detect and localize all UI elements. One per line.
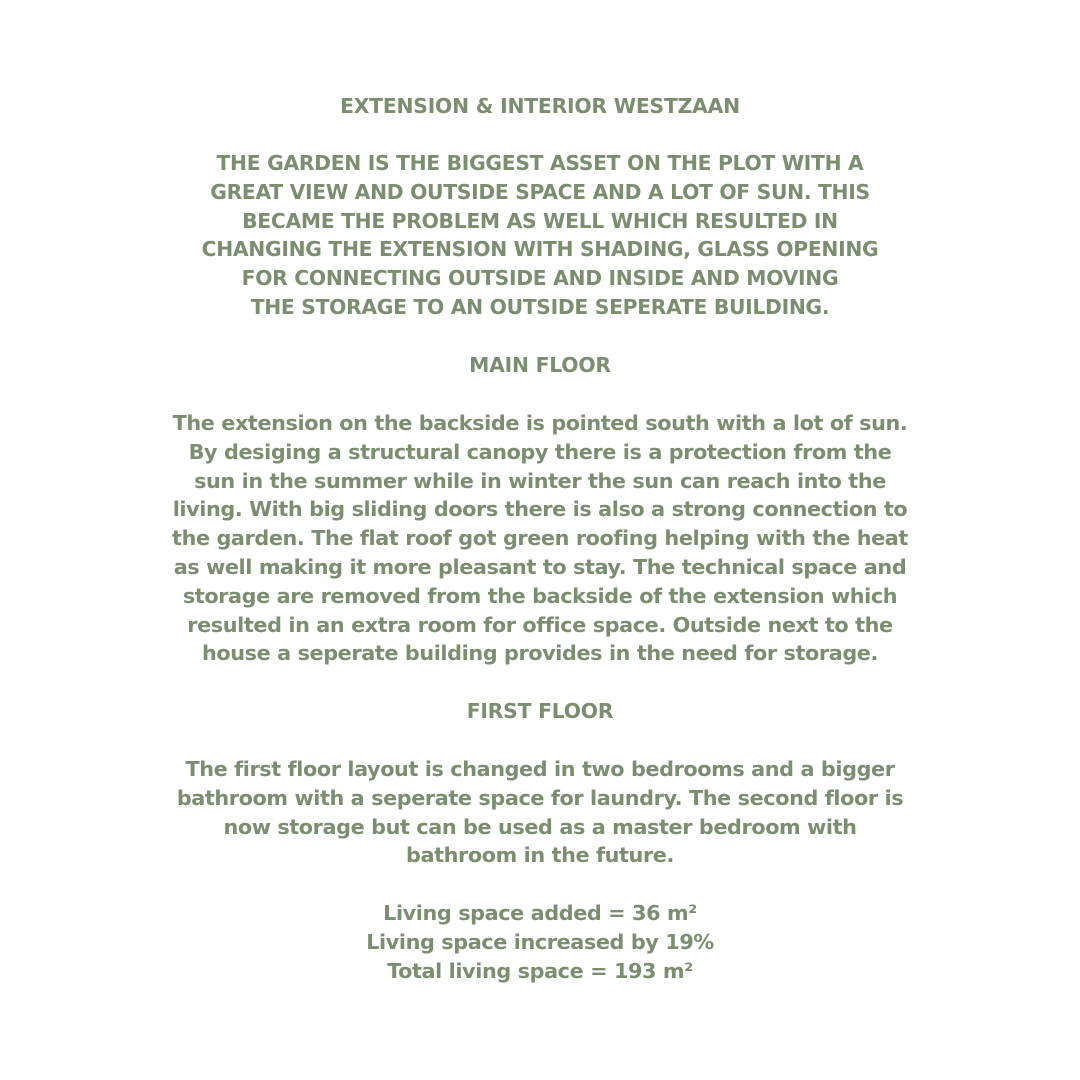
- paragraph-line: living. With big sliding doors there is also a strong connection to: [172, 497, 908, 522]
- main-floor-heading: [0, 351, 1080, 380]
- intro-line: THE GARDEN IS THE BIGGEST ASSET ON THE PLOT WITH A: [216, 151, 864, 175]
- paragraph-line: The first floor layout is changed in two bedrooms and a bigger: [185, 757, 895, 781]
- paragraph-line: now storage but can be used as a master bedroom with: [223, 814, 857, 839]
- stat-line: Total living space = 193 m²: [387, 958, 693, 983]
- paragraph-line: bathroom in the future.: [406, 843, 674, 868]
- first-floor-paragraph: [0, 755, 1080, 870]
- first-floor-heading: [0, 697, 1080, 726]
- intro-line: THE STORAGE TO AN OUTSIDE SEPERATE BUILDING.: [250, 294, 830, 319]
- paragraph-line: sun in the summer while in winter the sun can reach into the: [194, 468, 886, 493]
- intro-paragraph: [0, 149, 1080, 322]
- paragraph-line: resulted in an extra room for office space. Outside next to the: [187, 612, 893, 637]
- paragraph-line: bathroom with a seperate space for laundry. The second floor is: [176, 785, 904, 810]
- paragraph-line: By desiging a structural canopy there is a protection from the: [188, 439, 892, 464]
- main-floor-paragraph: [0, 409, 1080, 668]
- title-line: EXTENSION & INTERIOR WESTZAAN: [340, 94, 740, 118]
- stat-line: Living space increased by 19%: [366, 929, 714, 954]
- paragraph-line: The extension on the backside is pointed south with a lot of sun.: [172, 411, 908, 435]
- section-heading: FIRST FLOOR: [466, 699, 614, 723]
- intro-line: FOR CONNECTING OUTSIDE AND INSIDE AND MOVING: [241, 266, 839, 291]
- page-title: [0, 92, 1080, 121]
- intro-line: GREAT VIEW AND OUTSIDE SPACE AND A LOT OF SUN. THIS: [210, 179, 870, 204]
- paragraph-line: the garden. The flat roof got green roofing helping with the heat: [172, 526, 908, 551]
- living-space-stats: [0, 899, 1080, 985]
- section-heading: MAIN FLOOR: [469, 353, 611, 377]
- intro-line: CHANGING THE EXTENSION WITH SHADING, GLASS OPENING: [201, 237, 879, 262]
- paragraph-line: as well making it more pleasant to stay. The technical space and: [173, 554, 907, 579]
- paragraph-line: storage are removed from the backside of the extension which: [182, 583, 898, 608]
- intro-line: BECAME THE PROBLEM AS WELL WHICH RESULTED IN: [242, 208, 838, 233]
- paragraph-line: house a seperate building provides in the need for storage.: [202, 641, 878, 666]
- stat-line: Living space added = 36 m²: [383, 901, 697, 925]
